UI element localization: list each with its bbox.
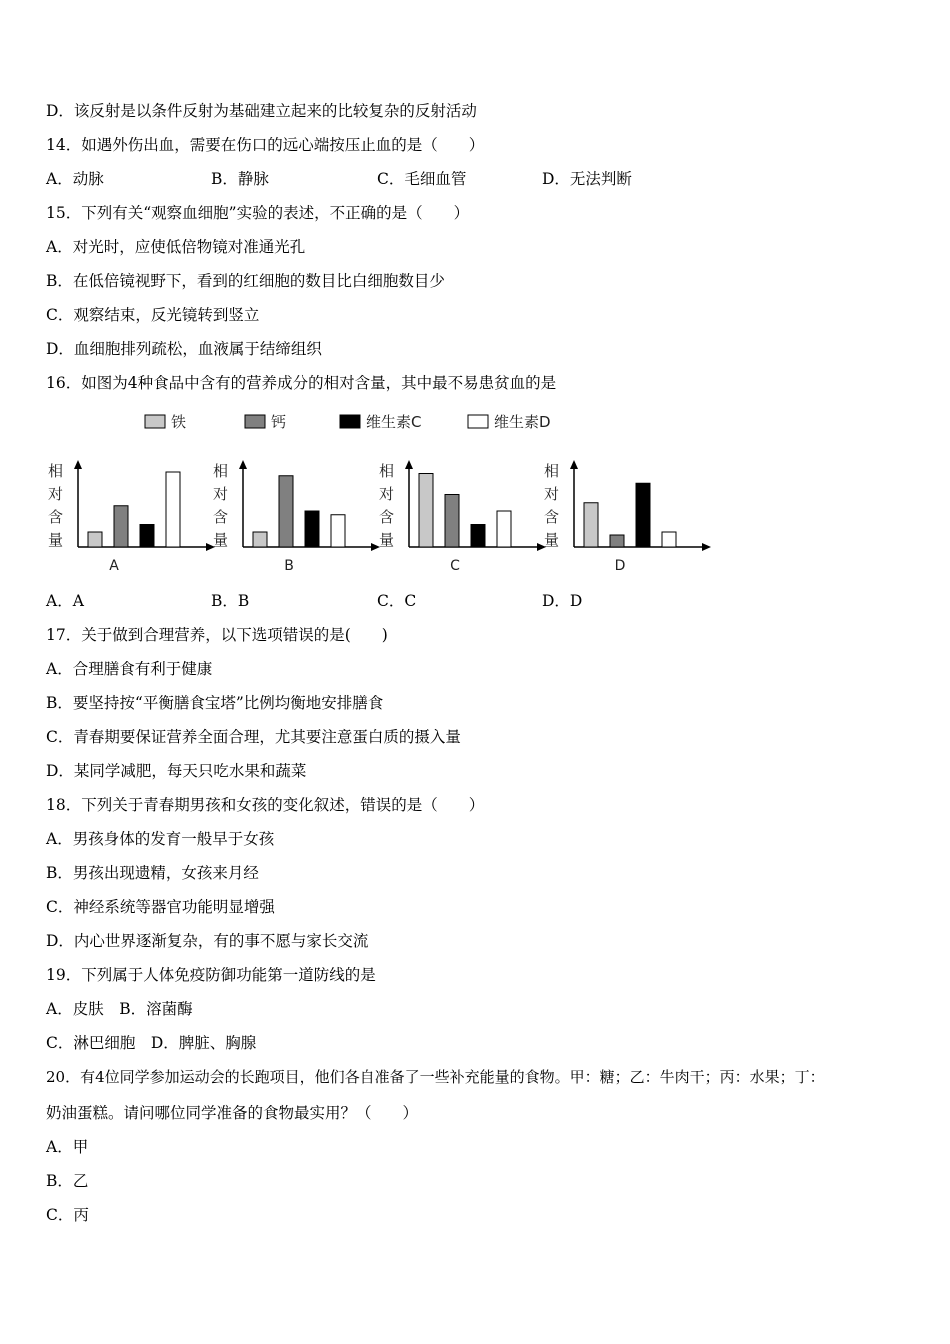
panel-B-label: B [284, 558, 294, 574]
q17-option-c[interactable]: C．青春期要保证营养全面合理，尤其要注意蛋白质的摄入量 [46, 728, 461, 746]
panel-A-ylabel-char: 含 [48, 508, 64, 526]
panel-A-y-arrow [74, 460, 82, 469]
q17-option-d[interactable]: D．某同学减肥，每天只吃水果和蔬菜 [46, 762, 307, 780]
panel-D-bar-2 [636, 483, 650, 547]
panel-D-bar-3 [662, 532, 676, 547]
panel-D-ylabel-char: 含 [544, 508, 560, 526]
q20-option-b[interactable]: B．乙 [46, 1172, 89, 1190]
panel-C-bar-3 [497, 511, 511, 547]
q15-option-b[interactable]: B．在低倍镜视野下，看到的红细胞的数目比白细胞数目少 [46, 272, 445, 290]
legend-label-0: 铁 [171, 413, 187, 431]
legend-swatch-1 [245, 415, 265, 428]
panel-C-y-arrow [405, 460, 413, 469]
q16-stem: 16．如图为4种食品中含有的营养成分的相对含量，其中最不易患贫血的是 [46, 374, 557, 392]
q15-stem: 15．下列有关“观察血细胞”实验的表述，不正确的是（ ） [46, 204, 470, 222]
q18-option-c[interactable]: C．神经系统等器官功能明显增强 [46, 898, 275, 916]
q20-stem-line2: 奶油蛋糕。请问哪位同学准备的食物最实用？（ ） [46, 1104, 419, 1122]
q14-option-d[interactable]: D．无法判断 [542, 170, 632, 188]
q16-option-c[interactable]: C．C [377, 592, 417, 610]
q17-option-a[interactable]: A．合理膳食有利于健康 [46, 660, 213, 678]
panel-A-ylabel-char: 量 [48, 531, 64, 549]
q18-option-d[interactable]: D．内心世界逐渐复杂，有的事不愿与家长交流 [46, 932, 369, 950]
q18-option-b[interactable]: B．男孩出现遗精，女孩来月经 [46, 864, 259, 882]
legend-swatch-2 [340, 415, 360, 428]
q20-stem-line1: 20．有4位同学参加运动会的长跑项目，他们各自准备了一些补充能量的食物。甲：糖；乙：牛肉干；丙：水果；丁： [46, 1068, 825, 1086]
panel-C-ylabel-char: 量 [379, 531, 395, 549]
panel-D-x-arrow [702, 543, 711, 551]
panel-B-bar-3 [331, 515, 345, 547]
q15-option-d[interactable]: D．血细胞排列疏松，血液属于结缔组织 [46, 340, 322, 358]
q14-option-b[interactable]: B．静脉 [211, 170, 269, 188]
q16-option-a[interactable]: A．A [46, 592, 84, 610]
panel-B-bar-2 [305, 511, 319, 547]
panel-A-ylabel-char: 相 [48, 462, 64, 480]
legend-swatch-0 [145, 415, 165, 428]
panel-D-ylabel-char: 量 [544, 531, 560, 549]
q14-stem: 14．如遇外伤出血，需要在伤口的远心端按压止血的是（ ） [46, 136, 485, 154]
legend-label-2: 维生素C [366, 413, 422, 431]
q14-option-c[interactable]: C．毛细血管 [377, 170, 467, 188]
panel-B-ylabel-char: 对 [213, 485, 229, 503]
q19-options-ab[interactable]: A．皮肤 B．溶菌酶 [46, 1000, 193, 1018]
panel-C-bar-0 [419, 474, 433, 548]
panel-A-ylabel-char: 对 [48, 485, 64, 503]
panel-C-ylabel-char: 含 [379, 508, 395, 526]
legend-swatch-3 [468, 415, 488, 428]
panel-A-bar-3 [166, 472, 180, 547]
panel-B-ylabel-char: 量 [213, 531, 229, 549]
panel-C-ylabel-char: 相 [379, 462, 395, 480]
q16-option-b[interactable]: B．B [211, 592, 250, 610]
q17-stem: 17．关于做到合理营养，以下选项错误的是( ) [46, 626, 388, 644]
panel-B-ylabel-char: 相 [213, 462, 229, 480]
panel-D-bar-1 [610, 535, 624, 547]
q15-option-a[interactable]: A．对光时，应使低倍物镜对准通光孔 [46, 238, 306, 256]
panel-C-label: C [450, 558, 460, 574]
q20-option-c[interactable]: C．丙 [46, 1206, 89, 1224]
q13-option-d: D．该反射是以条件反射为基础建立起来的比较复杂的反射活动 [46, 102, 477, 120]
panel-D-y-arrow [570, 460, 578, 469]
panel-C-bar-2 [471, 525, 485, 548]
panel-A-label: A [109, 558, 119, 574]
panel-D-label: D [614, 558, 626, 574]
panel-D-bar-0 [584, 503, 598, 547]
panel-A-bar-2 [140, 525, 154, 548]
q19-options-cd[interactable]: C．淋巴细胞 D．脾脏、胸腺 [46, 1034, 257, 1052]
panel-D-ylabel-char: 对 [544, 485, 560, 503]
q20-option-a[interactable]: A．甲 [46, 1138, 89, 1156]
q15-option-c[interactable]: C．观察结束，反光镜转到竖立 [46, 306, 260, 324]
panel-A-bar-1 [114, 506, 128, 547]
q18-option-a[interactable]: A．男孩身体的发育一般早于女孩 [46, 830, 275, 848]
panel-C-ylabel-char: 对 [379, 485, 395, 503]
legend-label-1: 钙 [271, 413, 287, 431]
q17-option-b[interactable]: B．要坚持按“平衡膳食宝塔”比例均衡地安排膳食 [46, 694, 384, 712]
panel-B-bar-0 [253, 532, 267, 547]
panel-B-y-arrow [239, 460, 247, 469]
nutrient-bar-charts [40, 405, 720, 585]
panel-D-ylabel-char: 相 [544, 462, 560, 480]
q14-option-a[interactable]: A．动脉 [46, 170, 104, 188]
q18-stem: 18．下列关于青春期男孩和女孩的变化叙述，错误的是（ ） [46, 796, 485, 814]
panel-B-bar-1 [279, 476, 293, 547]
panel-B-ylabel-char: 含 [213, 508, 229, 526]
q16-option-d[interactable]: D．D [542, 592, 583, 610]
legend-label-3: 维生素D [494, 413, 551, 431]
panel-C-bar-1 [445, 495, 459, 548]
panel-A-bar-0 [88, 532, 102, 547]
q19-stem: 19．下列属于人体免疫防御功能第一道防线的是 [46, 966, 376, 984]
